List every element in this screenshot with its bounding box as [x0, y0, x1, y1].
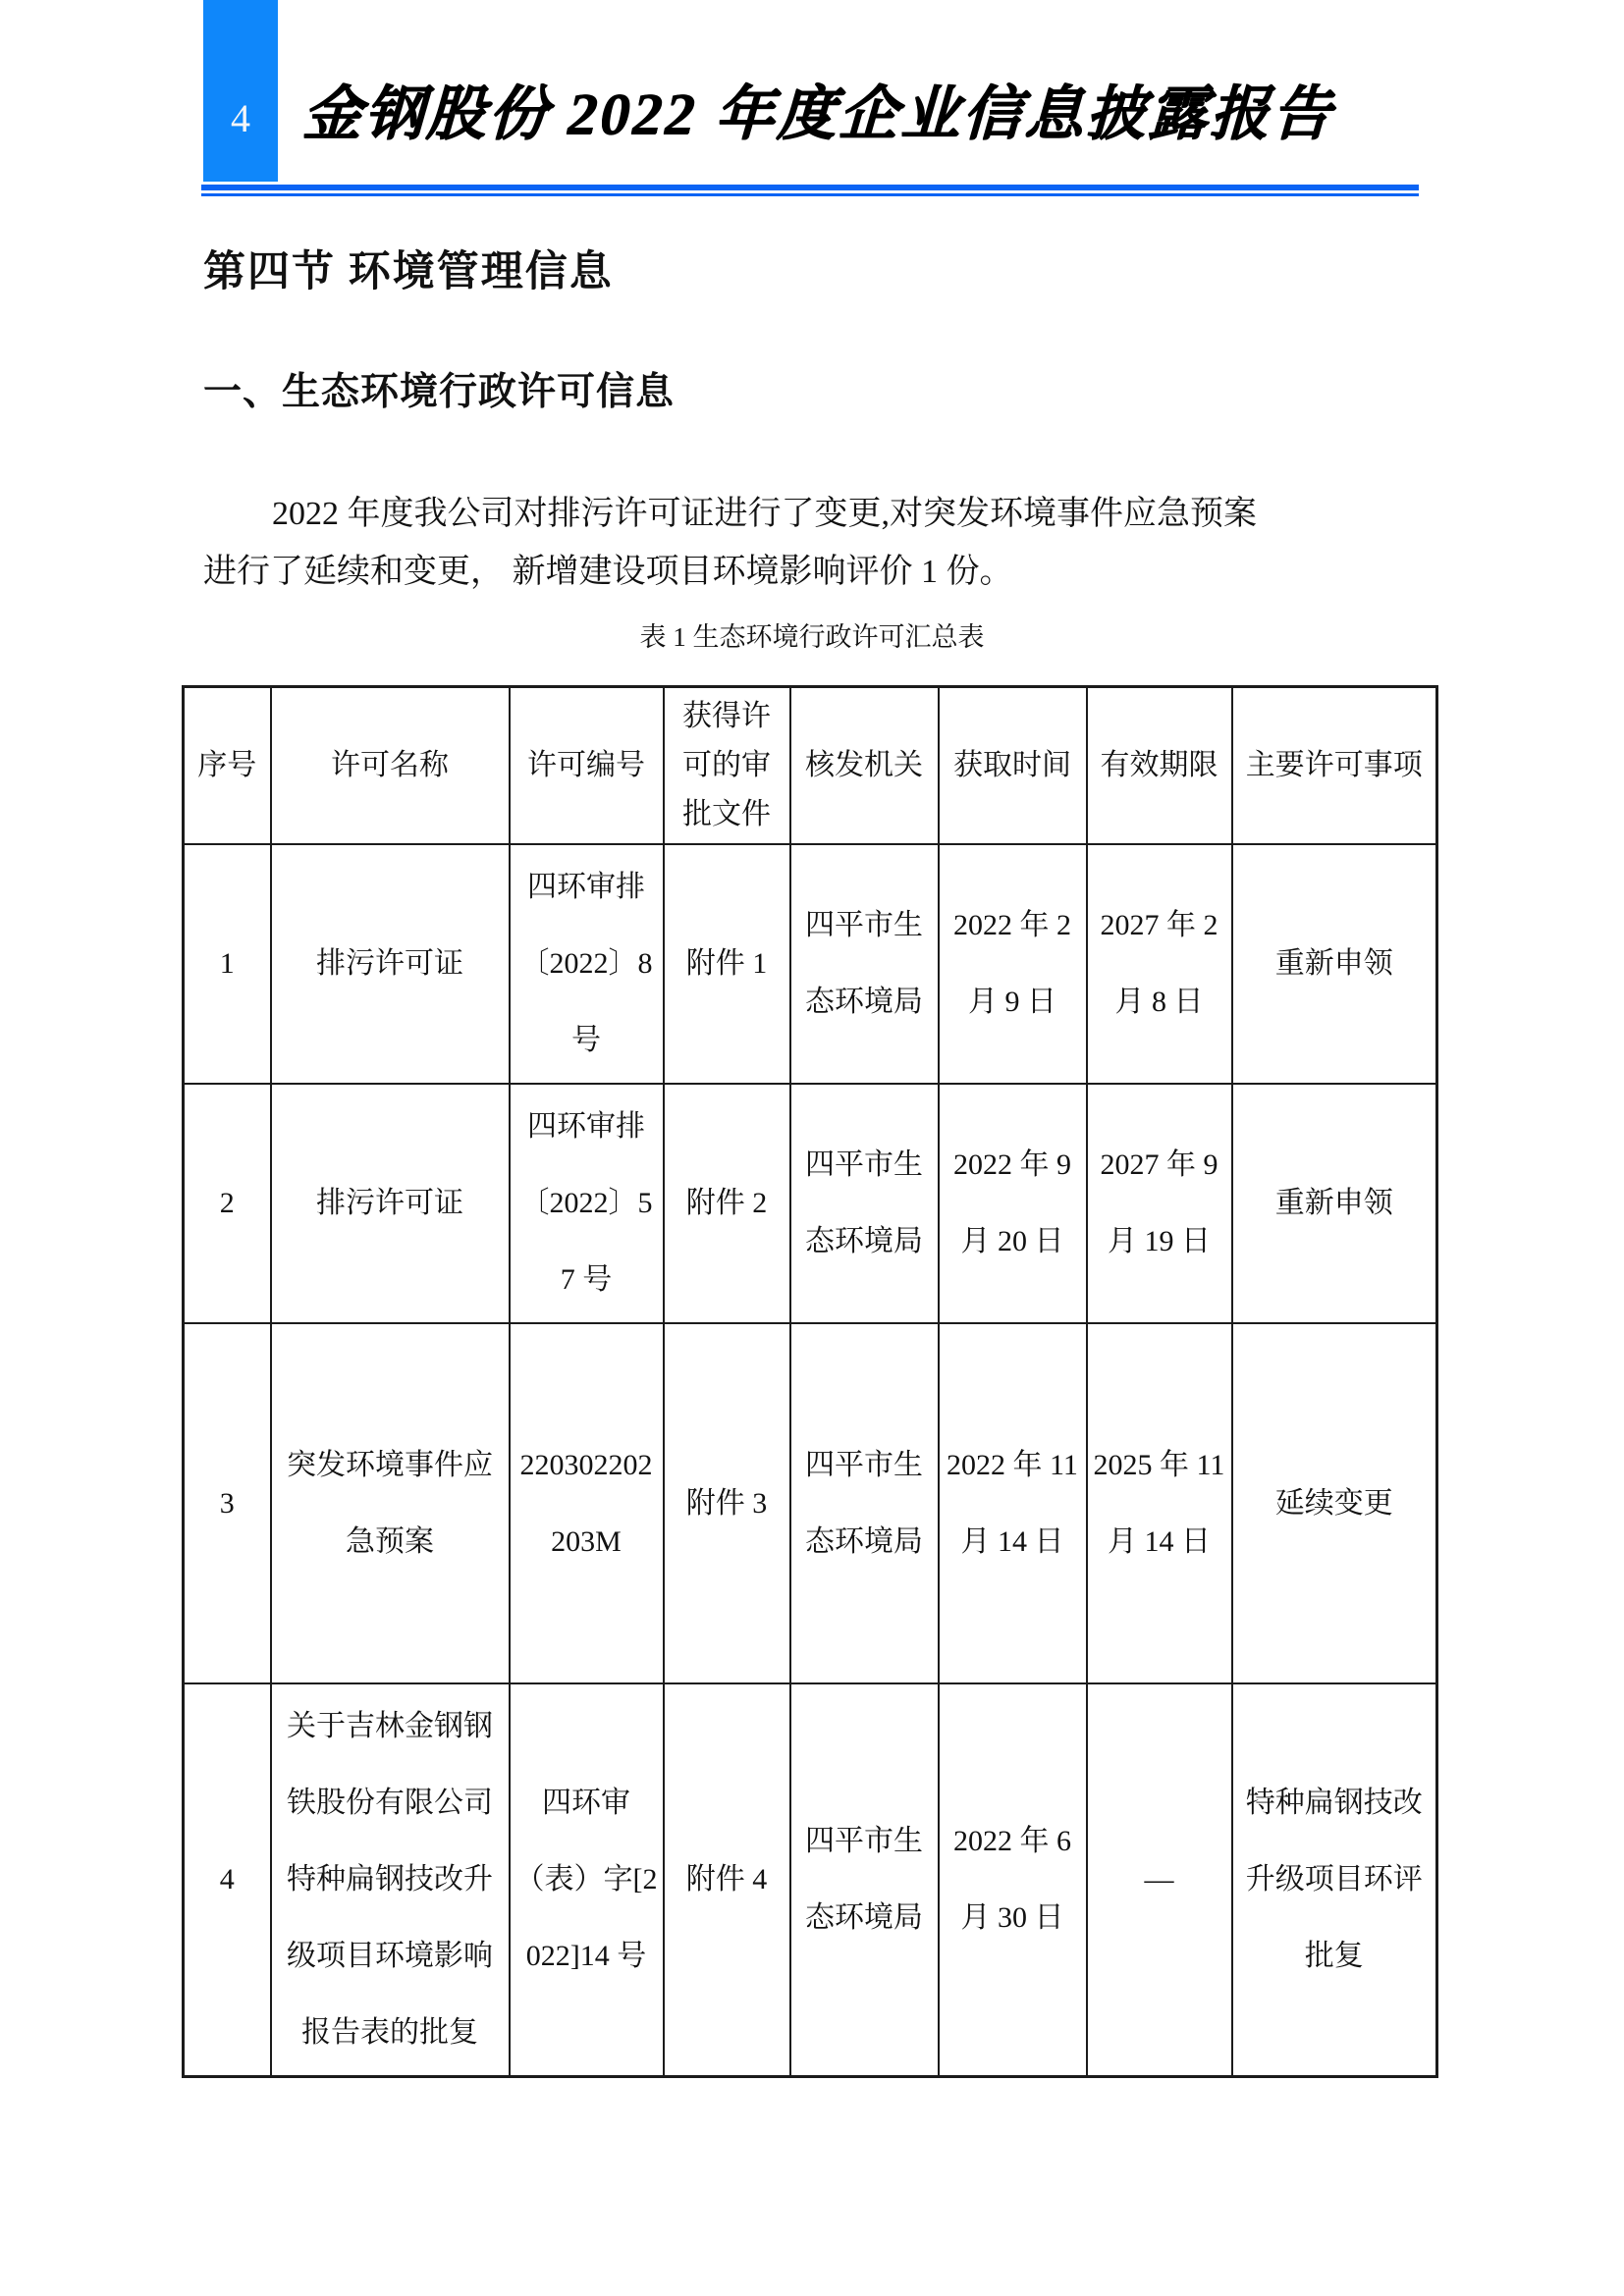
page-number: 4: [231, 96, 250, 140]
cell-permit-name: 排污许可证: [271, 844, 510, 1084]
cell-obtain-date: 2022 年 9 月 20 日: [939, 1084, 1087, 1323]
cell-permit-number: 220302202203M: [510, 1323, 664, 1683]
cell-approval-doc: 附件 4: [664, 1683, 790, 2077]
cell-permit-number: 四环审排〔2022〕57 号: [510, 1084, 664, 1323]
table-caption: 表 1 生态环境行政许可汇总表: [639, 622, 985, 652]
table-row: [184, 1084, 1437, 1323]
subsection-heading: 一、生态环境行政许可信息: [203, 371, 676, 413]
intro-paragraph: [203, 485, 1423, 601]
column-header-permit-number: 许可编号: [510, 687, 664, 845]
cell-valid-until: 2025 年 11 月 14 日: [1087, 1323, 1232, 1683]
header-divider: [201, 185, 1419, 196]
cell-obtain-date: 2022 年 6 月 30 日: [939, 1683, 1087, 2077]
column-header-approval-doc: 获得许可的审批文件: [664, 687, 790, 845]
cell-approval-doc: 附件 1: [664, 844, 790, 1084]
cell-valid-until: 2027 年 2 月 8 日: [1087, 844, 1232, 1084]
cell-obtain-date: 2022 年 11 月 14 日: [939, 1323, 1087, 1683]
page-number-stripe: [203, 0, 278, 182]
cell-permit-name: 突发环境事件应急预案: [271, 1323, 510, 1683]
cell-index: 4: [184, 1683, 271, 2077]
cell-issuing-authority: 四平市生态环境局: [790, 844, 939, 1084]
cell-main-items: 特种扁钢技改升级项目环评批复: [1232, 1683, 1437, 2077]
column-header-index: 序号: [184, 687, 271, 845]
table-header-row: [184, 687, 1437, 845]
paragraph-line: 进行了延续和变更， 新增建设项目环境影响评价 1 份。: [203, 554, 1013, 590]
permits-table-container: [182, 685, 1438, 2078]
cell-main-items: 重新申领: [1232, 1084, 1437, 1323]
table-row: [184, 1683, 1437, 2077]
cell-issuing-authority: 四平市生态环境局: [790, 1683, 939, 2077]
cell-issuing-authority: 四平市生态环境局: [790, 1323, 939, 1683]
table-row: [184, 844, 1437, 1084]
cell-issuing-authority: 四平市生态环境局: [790, 1084, 939, 1323]
column-header-permit-name: 许可名称: [271, 687, 510, 845]
document-header-title: 金钢股份 2022 年度企业信息披露报告: [301, 81, 1335, 146]
cell-approval-doc: 附件 2: [664, 1084, 790, 1323]
cell-index: 2: [184, 1084, 271, 1323]
permits-table: [182, 685, 1438, 2078]
column-header-valid-until: 有效期限: [1087, 687, 1232, 845]
cell-permit-name: 排污许可证: [271, 1084, 510, 1323]
column-header-obtain-date: 获取时间: [939, 687, 1087, 845]
cell-index: 1: [184, 844, 271, 1084]
cell-permit-number: 四环审（表）字[2022]14 号: [510, 1683, 664, 2077]
cell-approval-doc: 附件 3: [664, 1323, 790, 1683]
cell-valid-until: 2027 年 9 月 19 日: [1087, 1084, 1232, 1323]
cell-permit-name: 关于吉林金钢钢铁股份有限公司特种扁钢技改升级项目环境影响报告表的批复: [271, 1683, 510, 2077]
paragraph-line: 2022 年度我公司对排污许可证进行了变更,对突发环境事件应急预案: [272, 496, 1257, 532]
column-header-main-items: 主要许可事项: [1232, 687, 1437, 845]
table-row: [184, 1323, 1437, 1683]
header-divider-thin-line: [201, 193, 1419, 196]
column-header-issuing-authority: 核发机关: [790, 687, 939, 845]
cell-obtain-date: 2022 年 2 月 9 日: [939, 844, 1087, 1084]
cell-valid-until: —: [1087, 1683, 1232, 2077]
cell-permit-number: 四环审排〔2022〕8 号: [510, 844, 664, 1084]
cell-index: 3: [184, 1323, 271, 1683]
cell-main-items: 延续变更: [1232, 1323, 1437, 1683]
section-heading: 第四节 环境管理信息: [203, 249, 614, 295]
cell-main-items: 重新申领: [1232, 844, 1437, 1084]
